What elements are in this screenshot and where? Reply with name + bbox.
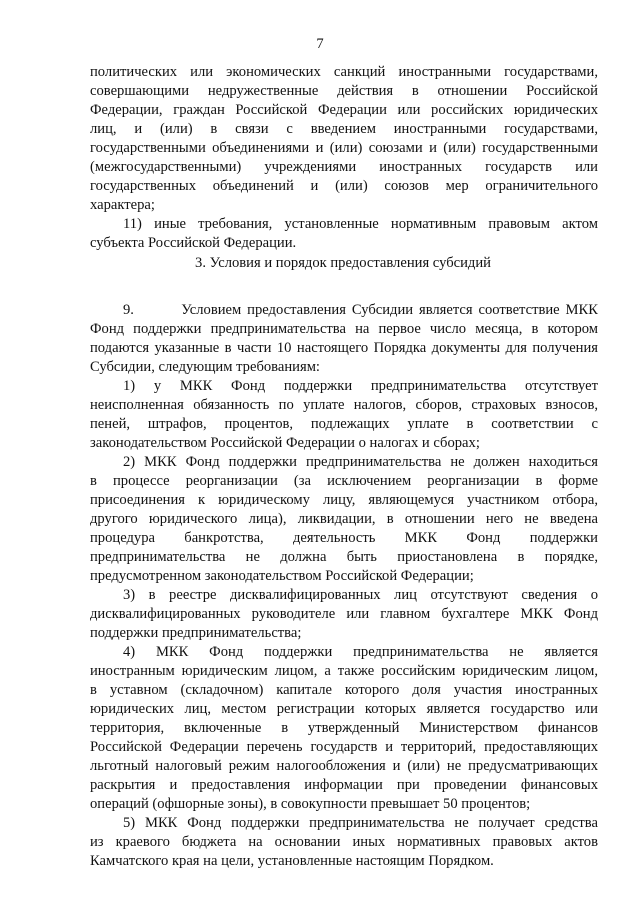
paragraph-line: в уставном (складочном) капитале которого доля участия иностранных [90, 682, 598, 698]
paragraph-line: пеней, штрафов, процентов, подлежащих уплате в соответствии с [90, 416, 598, 432]
paragraph-line: 3) в реестре дисквалифицированных лиц отсутствуют сведения о [123, 587, 598, 603]
paragraph-line: Камчатского края на цели, установленные настоящим Порядком. [90, 853, 494, 869]
paragraph-line: дисквалифицированных руководителе или главном бухгалтере МКК Фонд [90, 606, 598, 622]
paragraph-line: 5) МКК Фонд поддержки предпринимательства не получает средства [123, 815, 598, 831]
section-heading: 3. Условия и порядок предоставления субсидий [195, 255, 491, 271]
paragraph-line: другого юридического лица), ликвидации, в отношении него не введена [90, 511, 598, 527]
paragraph-line: юридических лиц, местом регистрации которых является государство или [90, 701, 598, 717]
paragraph-line: лиц, и (или) в связи с введением иностранными государствами, [90, 121, 598, 137]
paragraph-line: операций (офшорные зоны), в совокупности превышает 50 процентов; [90, 796, 531, 812]
paragraph-line: Российской Федерации перечень государств и территорий, предоставляющих [90, 739, 598, 755]
paragraph-line: совершающими недружественные действия в отношении Российской [90, 83, 598, 99]
paragraph-line: политических или экономических санкций иностранными государствами, [90, 64, 598, 80]
paragraph-line: 9. Условием предоставления Субсидии является соответствие МКК [123, 302, 598, 318]
paragraph-line: 1) у МКК Фонд поддержки предпринимательства отсутствует [123, 378, 598, 394]
paragraph-line: из краевого бюджета на основании иных нормативных правовых актов [90, 834, 598, 850]
paragraph-line: 4) МКК Фонд поддержки предпринимательства не является [123, 644, 598, 660]
paragraph-line: раскрытия и предоставления информации при проведении финансовых [90, 777, 598, 793]
paragraph-line: 2) МКК Фонд поддержки предпринимательства не должен находиться [123, 454, 598, 470]
paragraph-line: (межгосударственными) учреждениями иностранных государств или [90, 159, 598, 175]
page-number: 7 [316, 36, 324, 52]
paragraph-line: государственными объединениями и (или) союзами и (или) государственными [90, 140, 598, 156]
paragraph-line: законодательством Российской Федерации о налогах и сборах; [90, 435, 480, 451]
paragraph-line: характера; [90, 197, 155, 213]
paragraph-line: 11) иные требования, установленные нормативным правовым актом [123, 216, 598, 232]
paragraph-line: Субсидии, следующим требованиям: [90, 359, 320, 375]
paragraph-line: субъекта Российской Федерации. [90, 235, 297, 251]
paragraph-line: в процессе реорганизации (за исключением реорганизации в форме [90, 473, 598, 489]
paragraph-line: Федерации, граждан Российской Федерации или российских юридических [90, 102, 598, 118]
paragraph-line: поддержки предпринимательства; [90, 625, 302, 641]
paragraph-line: подаются указанные в части 10 настоящего Порядка документы для получения [90, 340, 598, 356]
paragraph-line: государственных объединений и (или) союзов мер ограничительного [90, 178, 598, 194]
paragraph-line: иностранным юридическим лицом, а также российским юридическим лицом, [90, 663, 598, 679]
paragraph-line: Фонд поддержки предпринимательства на первое число месяца, в котором [90, 321, 598, 337]
paragraph-line: предусмотренном законодательством Российской Федерации; [90, 568, 474, 584]
paragraph-line: присоединения к юридическому лицу, являющемуся участником отбора, [90, 492, 598, 508]
paragraph-line: процедура банкротства, деятельность МКК Фонд поддержки [90, 530, 598, 546]
paragraph-line: льготный налоговый режим налогообложения и (или) не предусматривающих [90, 758, 598, 774]
paragraph-line: территория, включенные в утвержденный Министерством финансов [90, 720, 598, 736]
paragraph-line: предпринимательства не должна быть приостановлена в порядке, [90, 549, 598, 565]
paragraph-line: неисполненная обязанность по уплате налогов, сборов, страховых взносов, [90, 397, 598, 413]
